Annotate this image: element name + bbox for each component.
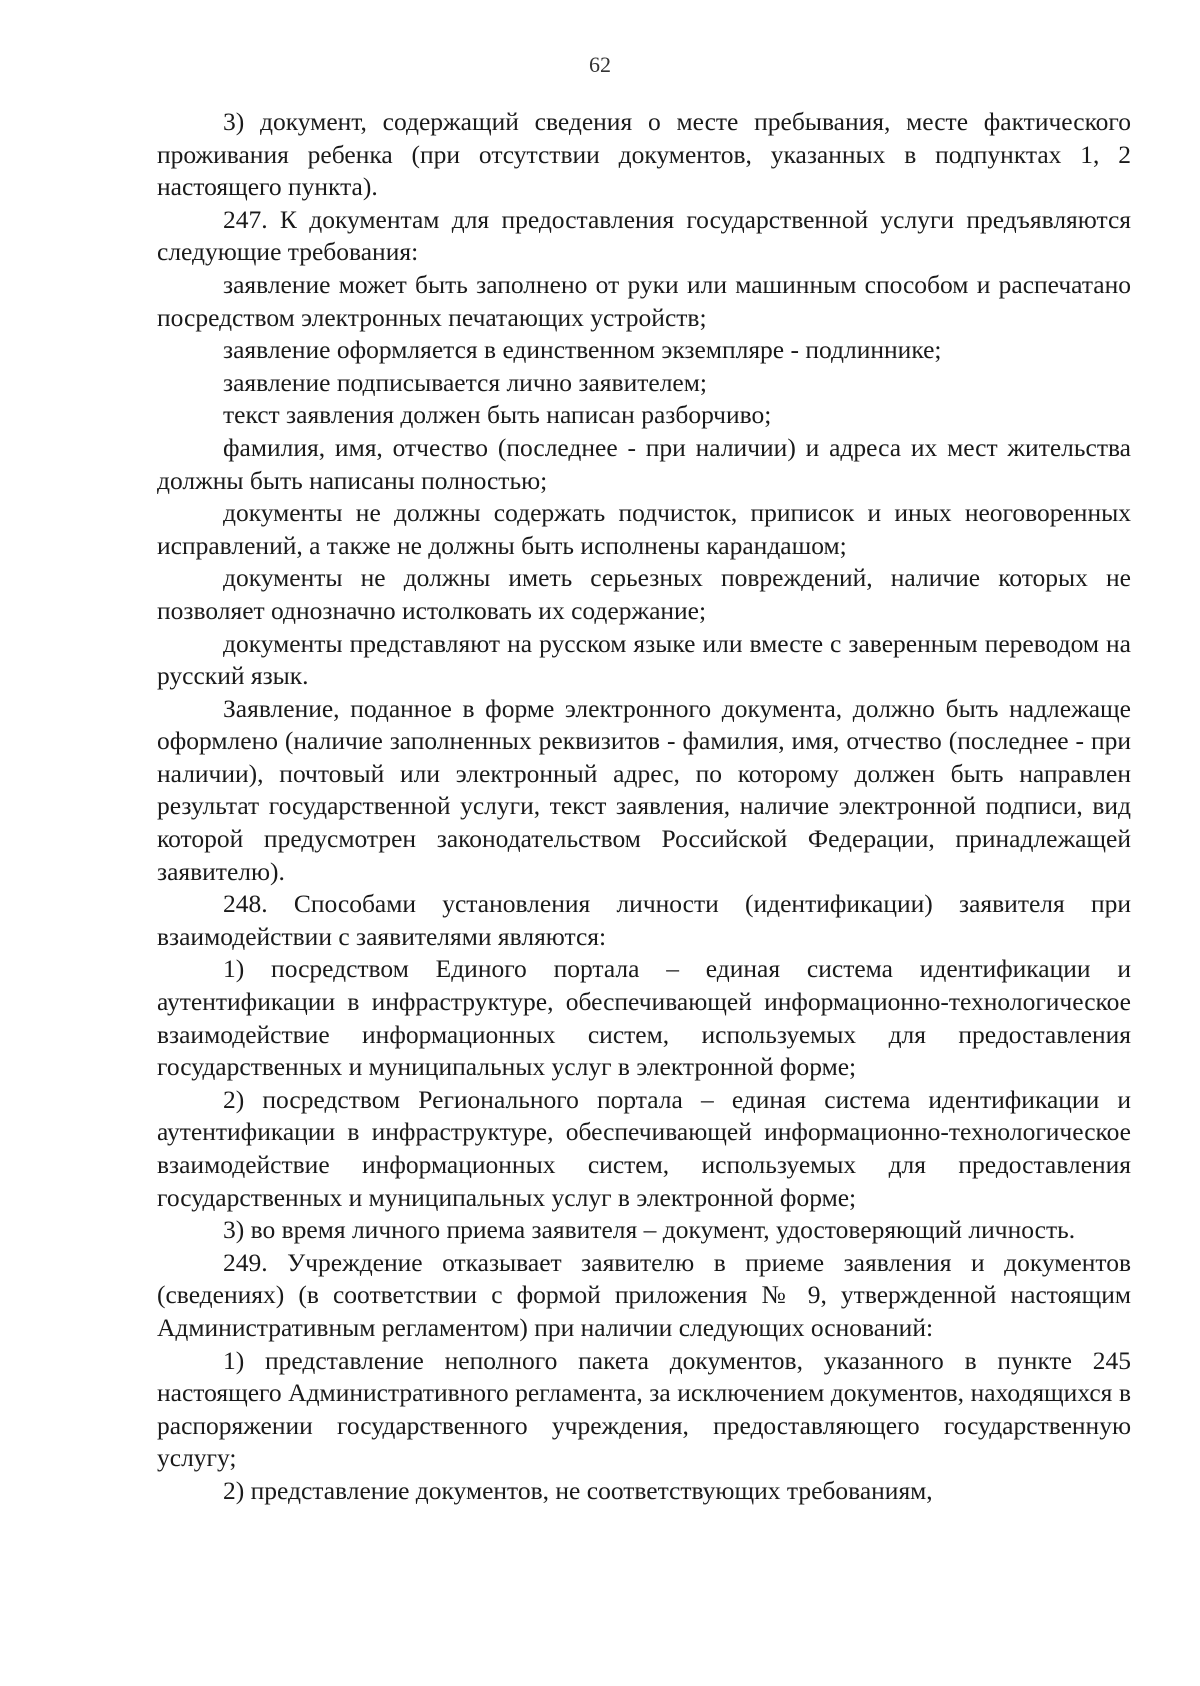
- paragraph: заявление может быть заполнено от руки или машинным способом и распечатано посредством электронных печатающих устройств;: [157, 269, 1131, 332]
- paragraph: текст заявления должен быть написан разборчиво;: [223, 400, 772, 430]
- paragraph: фамилия, имя, отчество (последнее - при наличии) и адреса их мест жительства должны быть написаны полностью;: [157, 432, 1131, 495]
- paragraph: 249. Учреждение отказывает заявителю в приеме заявления и документов (сведениях) (в соответствии с формой приложения № 9, утвержденной настоящим Административным регламентом) при наличии следующих оснований:: [157, 1247, 1131, 1342]
- paragraph: 248. Способами установления личности (идентификации) заявителя при взаимодействии с заявителями являются:: [157, 889, 1131, 951]
- paragraph: 1) представление неполного пакета документов, указанного в пункте 245 настоящего Административного регламента, за исключением документов, находящихся в распоряжении государственного учреждения, предоставляющего государственную услугу;: [157, 1345, 1131, 1473]
- paragraph: 3) документ, содержащий сведения о месте пребывания, месте фактического проживания ребенка (при отсутствии документов, указанных в подпунктах 1, 2 настоящего пункта).: [157, 107, 1131, 202]
- paragraph: 247. К документам для предоставления государственной услуги предъявляются следующие требования:: [157, 204, 1131, 267]
- paragraph: заявление оформляется в единственном экземпляре - подлиннике;: [223, 335, 942, 365]
- paragraph: документы представляют на русском языке или вместе с заверенным переводом на русский язык.: [157, 628, 1131, 691]
- paragraph: 2) представление документов, не соответствующих требованиям,: [223, 1475, 933, 1505]
- paragraph: документы не должны иметь серьезных повреждений, наличие которых не позволяет однозначно истолковать их содержание;: [157, 563, 1131, 625]
- paragraph: заявление подписывается лично заявителем;: [223, 367, 707, 397]
- paragraph: 1) посредством Единого портала – единая система идентификации и аутентификации в инфраструктуре, обеспечивающей информационно-технологическое взаимодействие информационных систем, используемых для предоставления государственных и муниципальных услуг в электронной форме;: [157, 954, 1131, 1082]
- paragraph: 3) во время личного приема заявителя – документ, удостоверяющий личность.: [223, 1215, 1076, 1245]
- paragraph: документы не должны содержать подчисток, приписок и иных неоговоренных исправлений, а также не должны быть исполнены карандашом;: [157, 498, 1131, 560]
- document-body: [157, 106, 1131, 1508]
- paragraph: 2) посредством Регионального портала – единая система идентификации и аутентификации в инфраструктуре, обеспечивающей информационно-технологическое взаимодействие информационных систем, используемых для предоставления государственных и муниципальных услуг в электронной форме;: [157, 1084, 1131, 1212]
- page-number: 62: [589, 52, 611, 77]
- paragraph: Заявление, поданное в форме электронного документа, должно быть надлежаще оформлено (наличие заполненных реквизитов - фамилия, имя, отчество (последнее - при наличии), почтовый или электронный адрес, по которому должен быть направлен результат государственной услуги, текст заявления, наличие электронной подписи, вид которой предусмотрен законодательством Российской Федерации, принадлежащей заявителю).: [157, 693, 1131, 886]
